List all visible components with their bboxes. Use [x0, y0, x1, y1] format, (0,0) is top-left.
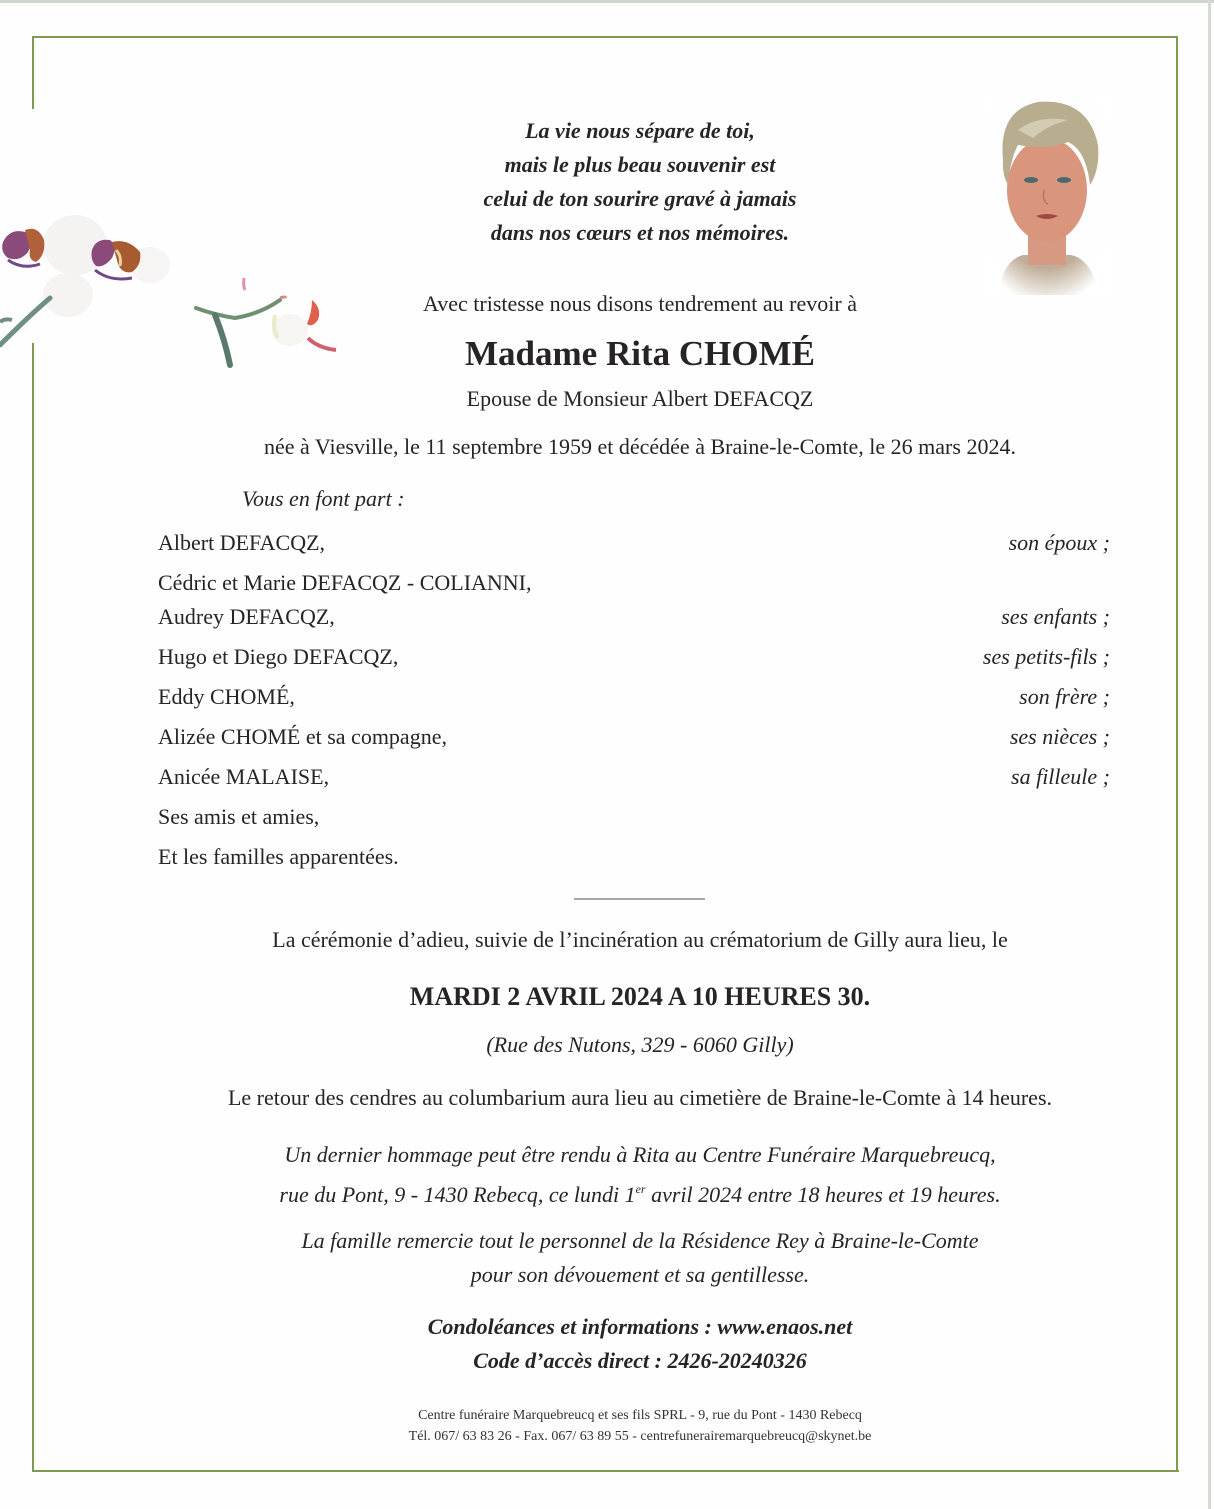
ceremony-datetime: MARDI 2 AVRIL 2024 A 10 HEURES 30.: [409, 982, 871, 1011]
family-row: [158, 804, 1110, 844]
family-member: Cédric et Marie DEFACQZ - COLIANNI,: [158, 570, 532, 595]
family-row: [158, 604, 1110, 644]
spouse-line: Epouse de Monsieur Albert DEFACQZ: [466, 386, 814, 411]
frame-border-left-lower: [32, 343, 34, 1472]
hommage-text: [0, 1138, 1214, 1212]
family-row: [158, 844, 1110, 884]
family-row: [158, 764, 1110, 804]
access-code: Code d’accès direct : 2426-20240326: [473, 1348, 807, 1373]
frame-border-top: [33, 36, 1178, 38]
family-relation: ses nièces ;: [1009, 724, 1110, 749]
ordinal-suffix: er: [635, 1182, 646, 1196]
hommage-line: Un dernier hommage peut être rendu à Rita au Centre Funéraire Marquebreucq,: [284, 1142, 996, 1167]
family-member: Anicée MALAISE,: [158, 764, 330, 789]
family-member: Ses amis et amies,: [158, 804, 320, 829]
poem-line: mais le plus beau souvenir est: [504, 152, 776, 177]
family-row: [158, 684, 1110, 724]
hommage-line-end: avril 2024 entre 18 heures et 19 heures.: [645, 1182, 1001, 1207]
thanks-line: pour son dévouement et sa gentillesse.: [470, 1262, 810, 1287]
family-row: [158, 570, 1110, 604]
condolences-info: [0, 1310, 1214, 1378]
poem-line: dans nos cœurs et nos mémoires.: [490, 220, 790, 245]
family-heading: Vous en font part :: [242, 486, 405, 511]
birth-death-dates: née à Viesville, le 11 septembre 1959 et décédée à Braine-le-Comte, le 26 mars 2024.: [264, 434, 1016, 459]
poem: [0, 114, 1214, 250]
family-member: Albert DEFACQZ,: [158, 530, 326, 555]
family-member: Audrey DEFACQZ,: [158, 604, 335, 629]
condolences-website: Condoléances et informations : www.enaos.net: [427, 1314, 853, 1339]
family-member: Eddy CHOMÉ,: [158, 684, 295, 709]
frame-border-left-upper: [32, 36, 34, 109]
intro-text: Avec tristesse nous disons tendrement au revoir à: [423, 291, 857, 316]
ceremony-address: (Rue des Nutons, 329 - 6060 Gilly): [486, 1032, 794, 1057]
footer-contact: Tél. 067/ 63 83 26 - Fax. 067/ 63 89 55 - centrefunerairemarquebreucq@skynet.be: [408, 1429, 872, 1444]
family-relation: ses enfants ;: [1001, 604, 1110, 629]
orchid-stem: [0, 319, 12, 322]
family-relation: son époux ;: [1008, 530, 1110, 555]
ceremony-text: La cérémonie d’adieu, suivie de l’incinération au crématorium de Gilly aura lieu, le: [272, 927, 1008, 952]
funeral-home-footer: [0, 1405, 1214, 1447]
family-row: [158, 724, 1110, 764]
poem-line: celui de ton sourire gravé à jamais: [483, 186, 797, 211]
thanks-text: [0, 1224, 1214, 1292]
family-relation: ses petits-fils ;: [982, 644, 1110, 669]
poem-line: La vie nous sépare de toi,: [525, 118, 755, 143]
family-list: [158, 530, 1110, 884]
family-member: Hugo et Diego DEFACQZ,: [158, 644, 399, 669]
ashes-text: Le retour des cendres au columbarium aura lieu au cimetière de Braine-le-Comte à 14 heures.: [227, 1085, 1053, 1110]
hommage-line-start: rue du Pont, 9 - 1430 Rebecq, ce lundi 1: [279, 1182, 636, 1207]
family-row: [158, 530, 1110, 570]
family-member: Et les familles apparentées.: [158, 844, 399, 869]
family-row: [158, 644, 1110, 684]
family-relation: son frère ;: [1019, 684, 1110, 709]
family-member: Alizée CHOMÉ et sa compagne,: [158, 724, 447, 749]
thanks-line: La famille remercie tout le personnel de la Résidence Rey à Braine-le-Comte: [301, 1228, 979, 1253]
deceased-name: Madame Rita CHOMÉ: [465, 334, 815, 373]
frame-border-bottom: [32, 1470, 1179, 1472]
section-divider: [574, 898, 705, 900]
footer-address: Centre funéraire Marquebreucq et ses fils SPRL - 9, rue du Pont - 1430 Rebecq: [418, 1408, 862, 1423]
scan-edge-top: [0, 0, 1214, 3]
hommage-line: [0, 1172, 1214, 1212]
family-relation: sa filleule ;: [1011, 764, 1110, 789]
